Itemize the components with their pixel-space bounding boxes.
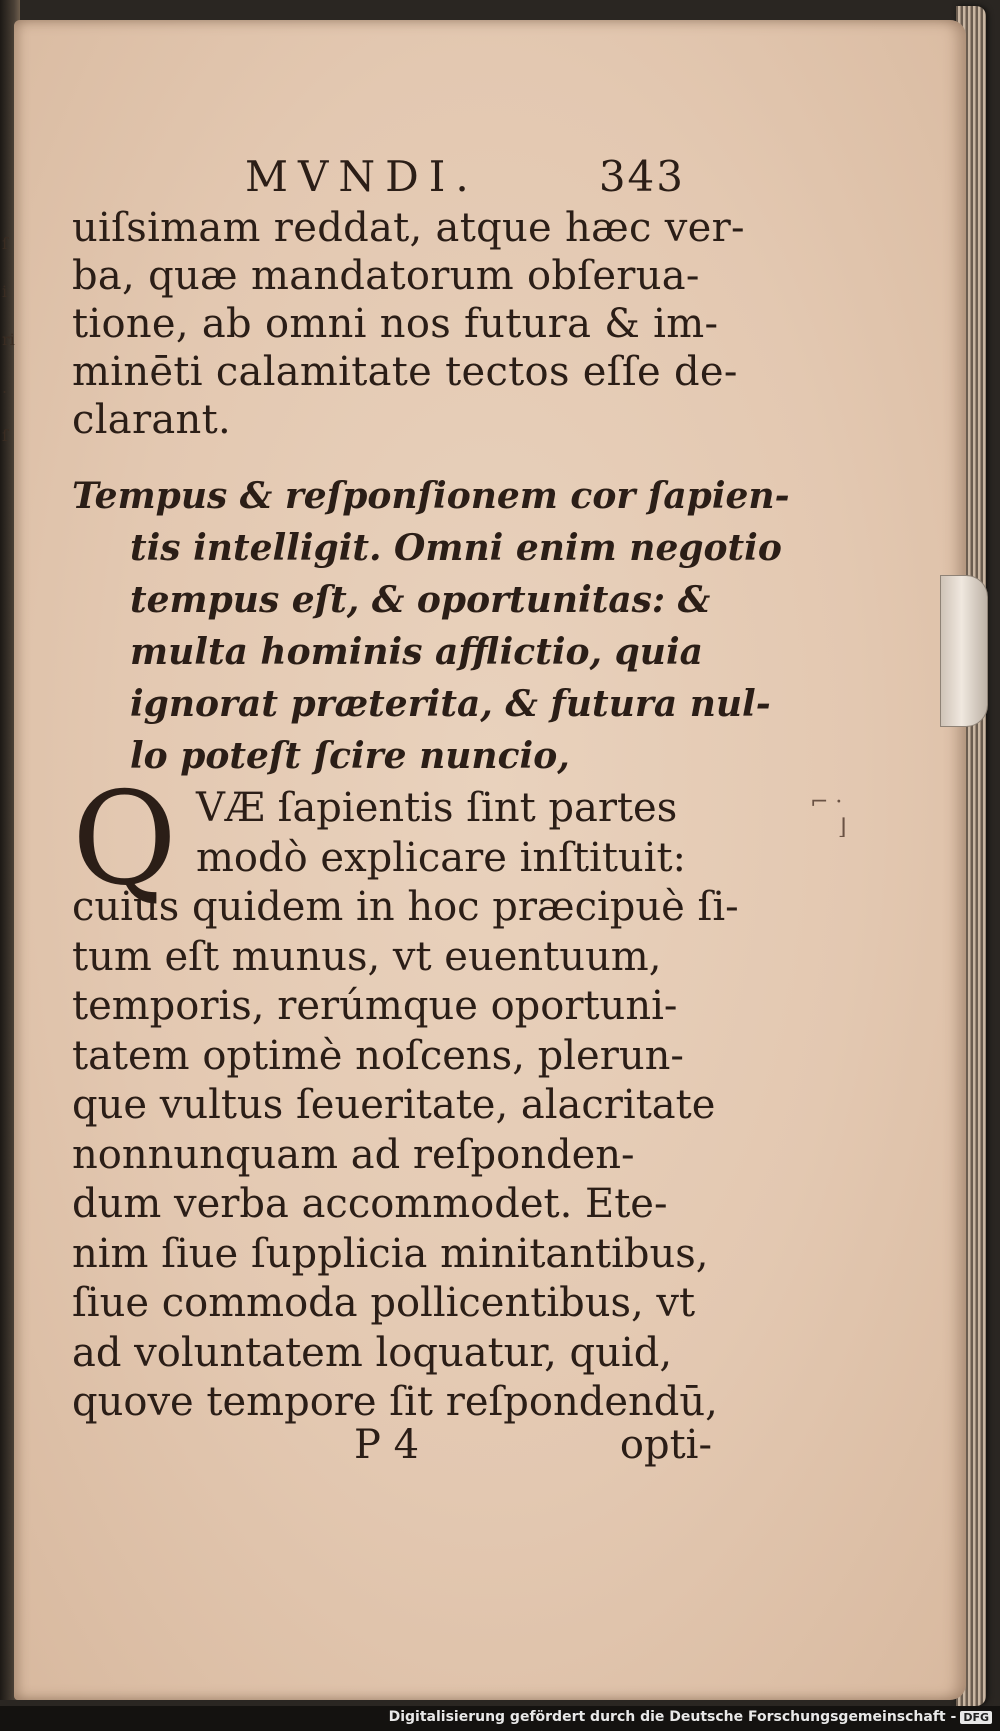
page-number: 343 xyxy=(598,152,685,201)
text-line: quove tempore ſit reſpondendū, xyxy=(72,1379,718,1425)
credit-text: Digitalisierung gefördert durch die Deutsche Forschungsgemeinschaft - xyxy=(388,1709,957,1725)
text-line: modò explicare inſtituit: xyxy=(196,834,686,881)
text-line: temporis, rerúmque oportuni- xyxy=(72,983,678,1029)
show-through-marks: ⌐ · ⌋ xyxy=(810,790,847,840)
text-line: tatem optimè noſcens, plerun- xyxy=(72,1032,684,1079)
text-line: dum verba accommodet. Ete- xyxy=(72,1181,668,1227)
running-header xyxy=(245,152,685,200)
text-line: uiſsimam reddat, atque hæc ver- xyxy=(72,205,745,251)
scripture-quotation xyxy=(72,470,790,782)
text-line: tum eſt munus, vt euentuum, xyxy=(72,933,662,980)
dfg-badge: DFG xyxy=(960,1711,992,1724)
text-line: cuius quidem in hoc præcipuè ſi- xyxy=(72,884,739,930)
text-line: tione, ab omni nos futura & im- xyxy=(72,301,719,347)
text-line: nim ſiue ſupplicia minitantibus, xyxy=(72,1230,709,1277)
text-line: ad voluntatem loquatur, quid, xyxy=(72,1329,673,1376)
quote-line: tempus eſt, & oportunitas: & xyxy=(130,579,711,621)
text-line: VÆ ſapientis ſint partes xyxy=(196,785,678,831)
text-line: ſiue commoda pollicentibus, vt xyxy=(72,1280,696,1326)
text-line: nonnunquam ad reſponden- xyxy=(72,1131,635,1178)
quote-line: lo poteſt ſcire nuncio, xyxy=(130,735,570,777)
header-title: MVNDI. xyxy=(245,152,479,201)
page-footer xyxy=(72,1422,712,1472)
quote-line: multa hominis afflictio, quia xyxy=(130,631,703,673)
paper-clip-tab xyxy=(940,575,988,727)
digitization-credit xyxy=(389,1709,992,1725)
text-line: minēti calamitate tectos eſſe de- xyxy=(72,349,738,395)
commentary-paragraph xyxy=(72,765,739,1428)
previous-page-bleed: ſ i ri . ſ xyxy=(2,234,15,445)
text-line: clarant. xyxy=(72,397,231,443)
drop-cap: Q xyxy=(72,765,177,914)
signature-mark: P 4 xyxy=(354,1422,420,1468)
catchword: opti- xyxy=(619,1422,712,1468)
quote-line: ignorat præterita, & futura nul- xyxy=(130,683,771,725)
text-line: ba, quæ mandatorum obſerua- xyxy=(72,253,700,299)
text-line: que vultus ſeueritate, alacritate xyxy=(72,1082,716,1128)
quote-line: tis intelligit. Omni enim negotio xyxy=(130,527,782,569)
intro-paragraph xyxy=(72,204,745,444)
quote-line: Tempus & reſponſionem cor ſapien- xyxy=(72,475,790,517)
